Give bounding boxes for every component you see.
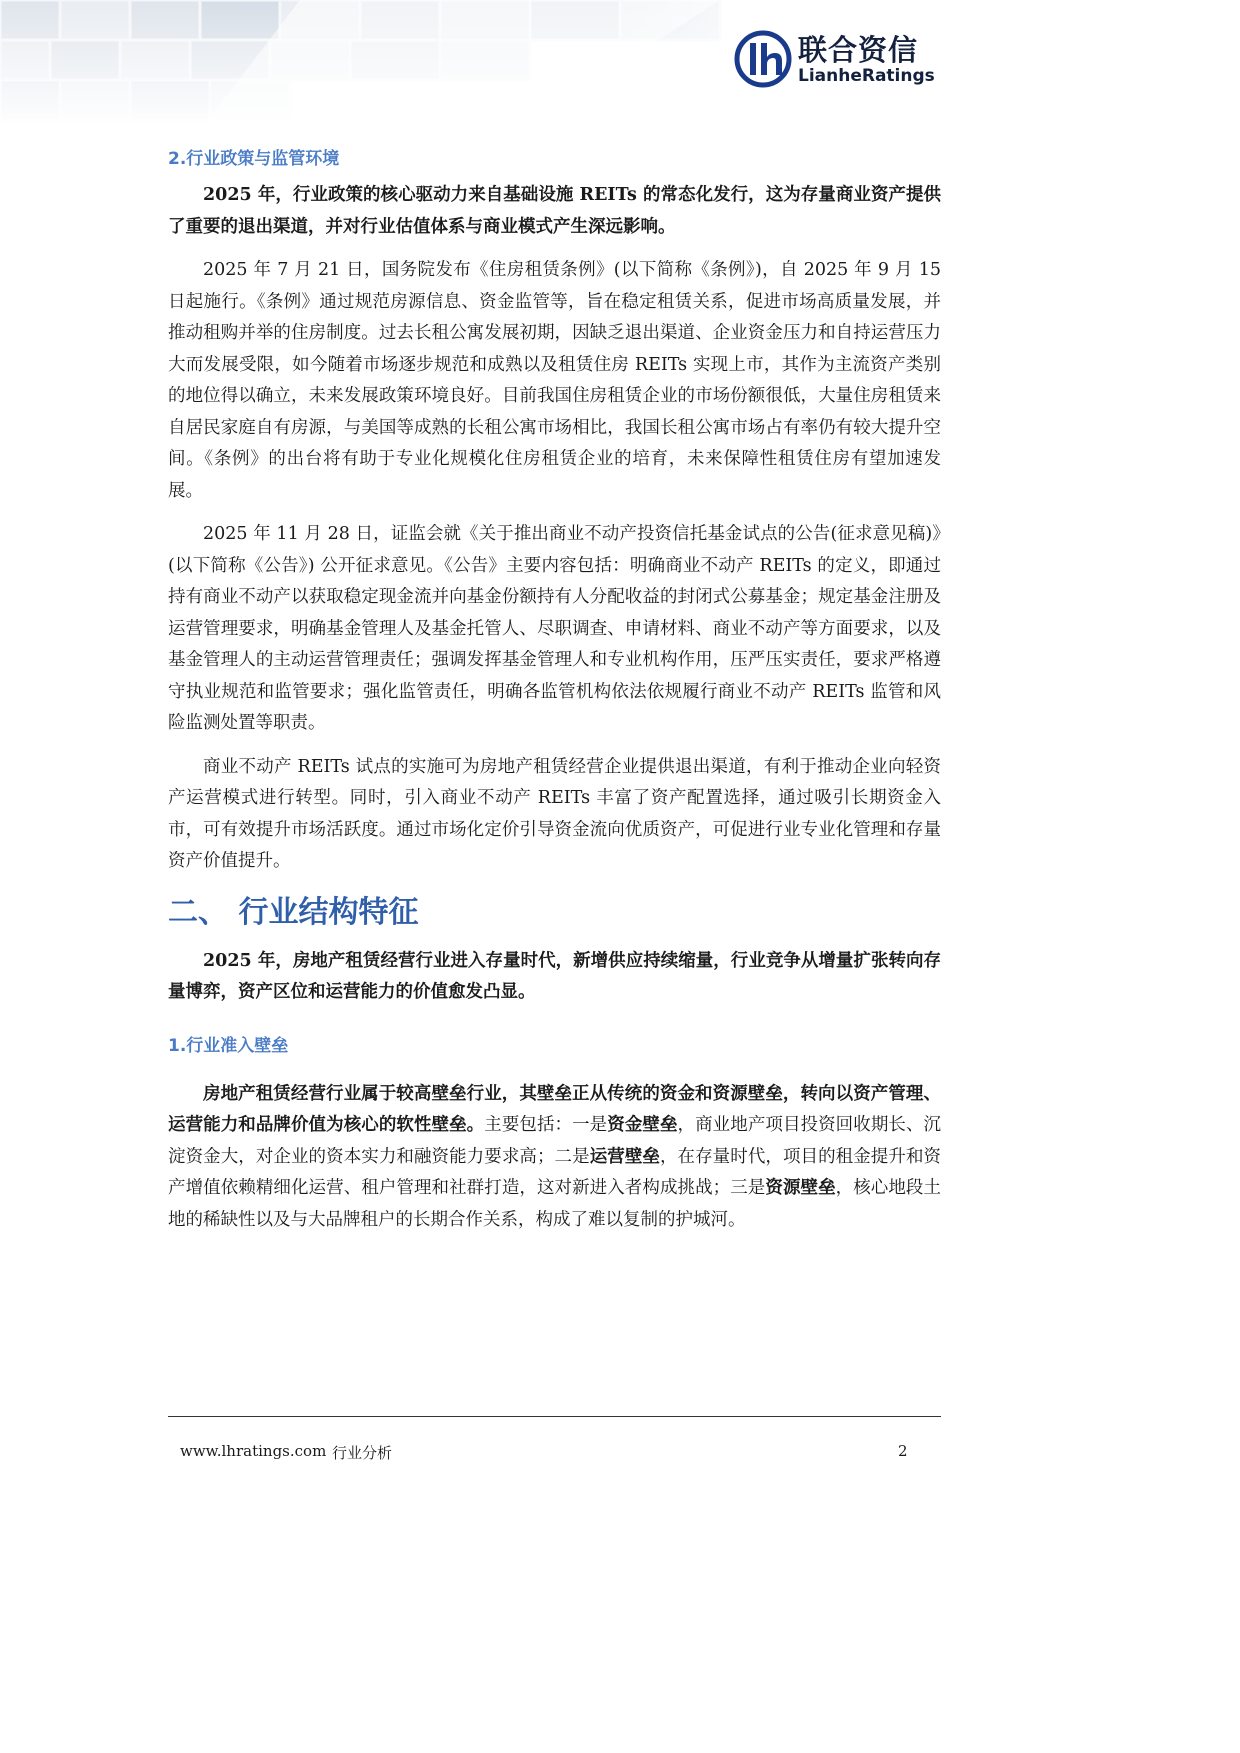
page-number: 2: [898, 1442, 908, 1460]
subheading-policy: 2.行业政策与监管环境: [168, 149, 340, 169]
paragraph-rental-regulation: 2025 年 7 月 21 日，国务院发布《住房租赁条例》(以下简称《条例》)，自 2025 年 9 月 15 日起施行。《条例》通过规范房源信息、资金监管等，旨在稳定租赁关系，促进市场高质量发展，并推动租购并举的住房制度。过去长租公寓发展初期，因缺乏退出渠道、企业资金压力和自持运营压力大而发展受限，如今随着市场逐步规范和成熟以及租赁住房 REITs 实现上市，其作为主流资产类别的地位得以确立，未来发展政策环境良好。目前我国住房租赁企业的市场份额很低，大量住房租赁来自居民家庭自有房源，与美国等成熟的长租公寓市场相比，我国长租公寓市场占有率仍有较大提升空间。《条例》的出台将有助于专业化规模化住房租赁企业的培育，未来保障性租赁住房有望加速发展。: [168, 260, 941, 501]
brand-logo: [734, 28, 954, 92]
section-heading-structure: 二、 行业结构特征: [168, 894, 419, 930]
paragraph-reits-pilot: 商业不动产 REITs 试点的实施可为房地产租赁经营企业提供退出渠道，有利于推动企业向轻资产运营模式进行转型。同时，引入商业不动产 REITs 丰富了资产配置选择，通过吸引长期资金入市，可有效提升市场活跃度。通过市场化定价引导资金流向优质资产，可促进行业专业化管理和存量资产价值提升。: [168, 756, 941, 871]
lianhe-logo-icon: [734, 30, 792, 88]
footer-section-label: 行业分析: [332, 1444, 393, 1462]
resource-barrier: 资源壁垒: [765, 1178, 836, 1198]
paragraph-entry-barriers: 房地产租赁经营行业属于较高壁垒行业，其壁垒正从传统的资金和资源壁垒，转向以资产管理、运营能力和品牌价值为核心的软性壁垒。主要包括：一是资金壁垒，商业地产项目投资回收期长、沉淀资金大，对企业的资本实力和融资能力要求高；二是运营壁垒，在存量时代，项目的租金提升和资产增值依赖精细化运营、租户管理和社群打造，这对新进入者构成挑战；三是资源壁垒，核心地段土地的稀缺性以及与大品牌租户的长期合作关系，构成了难以复制的护城河。: [168, 1083, 942, 1230]
brand-name-cn: 联合资信: [798, 33, 919, 67]
capital-barrier: 资金壁垒: [607, 1115, 678, 1135]
barrier-lead: 房地产租赁经营行业属于较高壁垒行业，其壁垒正从传统的资金和资源壁垒，转向以资产管理、运营能力和品牌价值为核心的软性壁垒。: [168, 1083, 941, 1135]
brand-name-en: LianheRatings: [798, 66, 935, 86]
paragraph-structure-summary: 2025 年，房地产租赁经营行业进入存量时代，新增供应持续缩量，行业竞争从增量扩张转向存量博弈，资产区位和运营能力的价值愈发凸显。: [168, 950, 941, 1002]
operation-barrier: 运营壁垒: [589, 1146, 660, 1167]
paragraph-policy-summary: 2025 年，行业政策的核心驱动力来自基础设施 REITs 的常态化发行，这为存量商业资产提供了重要的退出渠道，并对行业估值体系与商业模式产生深远影响。: [168, 185, 941, 237]
paragraph-csrc-notice: 2025 年 11 月 28 日，证监会就《关于推出商业不动产投资信托基金试点的公告(征求意见稿)》(以下简称《公告》) 公开征求意见。《公告》主要内容包括：明确商业不动产 REITs 的定义，即通过持有商业不动产以获取稳定现金流并向基金份额持有人分配收益的封闭式公募基金；规定基金注册及运营管理要求，明确基金管理人及基金托管人、尽职调查、申请材料、商业不动产等方面要求，以及基金管理人的主动运营管理责任；强调发挥基金管理人和专业机构作用，压严压实责任，要求严格遵守执业规范和监管要求；强化监管责任，明确各监管机构依法依规履行商业不动产 REITs 监管和风险监测处置等职责。: [168, 524, 941, 733]
footer-url[interactable]: www.lhratings.com: [180, 1442, 327, 1460]
footer-divider: [168, 1416, 941, 1417]
document-body: [168, 144, 941, 1236]
subheading-entry-barriers: 1.行业准入壁垒: [168, 1035, 289, 1056]
